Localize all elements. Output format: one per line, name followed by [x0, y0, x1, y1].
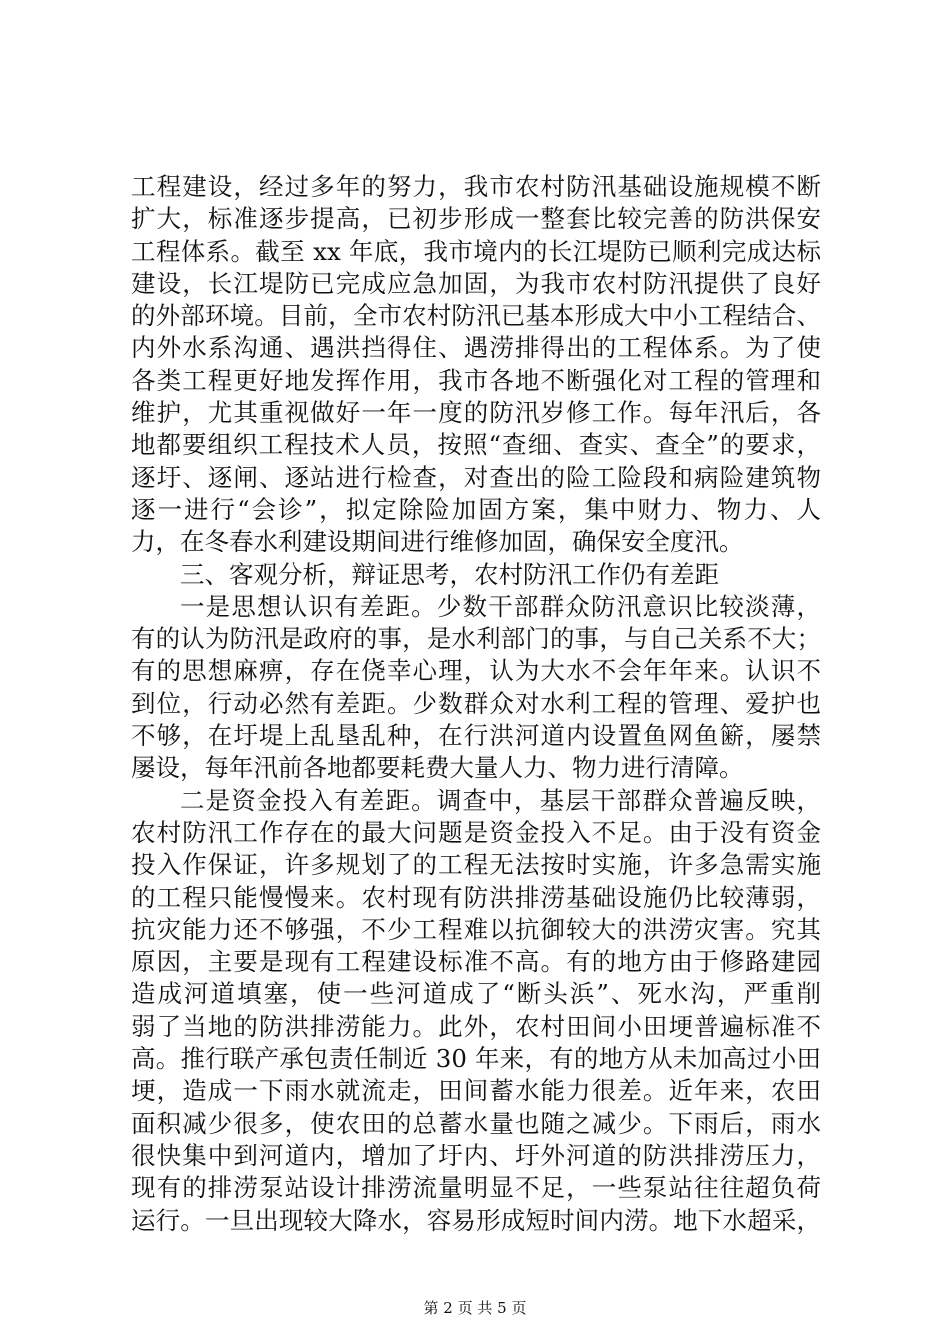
text-line: 逐一进行“会诊”，拟定除险加固方案，集中财力、物力、人 [131, 494, 821, 524]
text-line: 运行。一旦出现较大降水，容易形成短时间内涝。地下水超采， [131, 1205, 821, 1235]
paragraph-first-line: 一是思想认识有差距。少数干部群众防汛意识比较淡薄， [180, 591, 821, 621]
text-line: 造成河道填塞，使一些河道成了“断头浜”、死水沟，严重削 [131, 979, 821, 1009]
paragraph-first-line: 二是资金投入有差距。调查中，基层干部群众普遍反映， [180, 785, 821, 815]
text-line: 农村防汛工作存在的最大问题是资金投入不足。由于没有资金 [131, 817, 821, 847]
text-line: 很快集中到河道内，增加了圩内、圩外河道的防洪排涝压力， [131, 1140, 821, 1170]
text-line: 地都要组织工程技术人员，按照“查细、查实、查全”的要求， [131, 430, 821, 460]
text-line: 各类工程更好地发挥作用，我市各地不断强化对工程的管理和 [131, 365, 821, 395]
text-line: 维护，尤其重视做好一年一度的防汛岁修工作。每年汛后，各 [131, 398, 821, 428]
text-line: 抗灾能力还不够强，不少工程难以抗御较大的洪涝灾害。究其 [131, 914, 821, 944]
text-line: 屡设，每年汛前各地都要耗费大量人力、物力进行清障。 [131, 753, 744, 783]
text-line: 投入作保证，许多规划了的工程无法按时实施，许多急需实施 [131, 850, 821, 880]
text-line: 工程体系。截至 xx 年底，我市境内的长江堤防已顺利完成达标 [131, 236, 821, 266]
text-line: 面积减少很多，使农田的总蓄水量也随之减少。下雨后，雨水 [131, 1108, 821, 1138]
text-line: 力，在冬春水利建设期间进行维修加固，确保安全度汛。 [131, 527, 744, 557]
text-line: 建设，长江堤防已完成应急加固，为我市农村防汛提供了良好 [131, 268, 821, 298]
text-line: 不够，在圩堤上乱垦乱种，在行洪河道内设置鱼网鱼簖，屡禁 [131, 721, 821, 751]
text-line: 到位，行动必然有差距。少数群众对水利工程的管理、爱护也 [131, 688, 821, 718]
text-line: 工程建设，经过多年的努力，我市农村防汛基础设施规模不断 [131, 172, 821, 201]
document-body [131, 171, 821, 1237]
text-line: 弱了当地的防洪排涝能力。此外，农村田间小田埂普遍标准不 [131, 1011, 821, 1041]
text-line: 高。推行联产承包责任制近 30 年来，有的地方从未加高过小田 [131, 1044, 821, 1074]
text-line: 内外水系沟通、遇洪挡得住、遇涝排得出的工程体系。为了使 [131, 333, 821, 363]
text-line: 扩大，标准逐步提高，已初步形成一整套比较完善的防洪保安 [131, 204, 821, 234]
page-footer [0, 1298, 950, 1318]
text-line: 现有的排涝泵站设计排涝流量明显不足，一些泵站往往超负荷 [131, 1173, 821, 1203]
text-line: 的工程只能慢慢来。农村现有防洪排涝基础设施仍比较薄弱， [131, 882, 821, 912]
text-line: 原因，主要是现有工程建设标准不高。有的地方由于修路建园 [131, 947, 821, 977]
text-line: 逐圩、逐闸、逐站进行检查，对查出的险工险段和病险建筑物 [131, 462, 821, 492]
section-heading: 三、客观分析，辩证思考，农村防汛工作仍有差距 [180, 559, 719, 589]
text-line: 的外部环境。目前，全市农村防汛已基本形成大中小工程结合、 [131, 301, 821, 331]
text-line: 埂，造成一下雨水就流走，田间蓄水能力很差。近年来，农田 [131, 1076, 821, 1106]
text-line: 有的思想麻痹，存在侥幸心理，认为大水不会年年来。认识不 [131, 656, 821, 686]
page-number: 第 2 页 共 5 页 [423, 1299, 527, 1317]
text-line: 有的认为防汛是政府的事，是水利部门的事，与自己关系不大； [131, 624, 821, 654]
